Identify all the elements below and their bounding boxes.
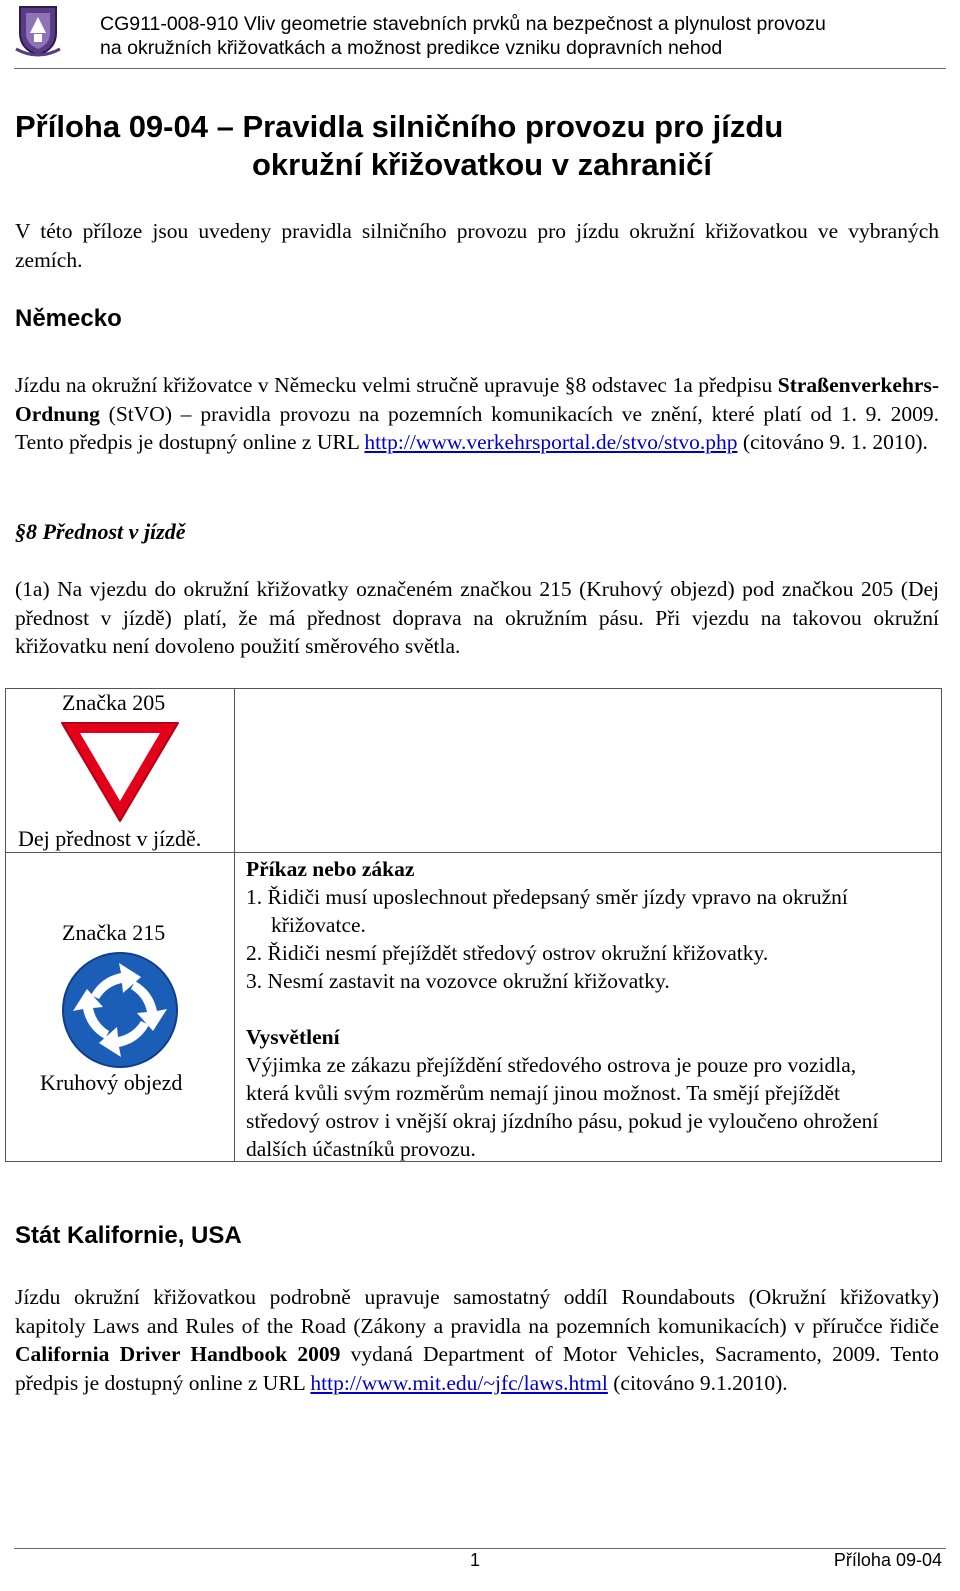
header-title-line2: na okružních křižovatkách a možnost predikce vzniku dopravních nehod [100, 37, 723, 59]
roundabout-sign-icon [61, 951, 179, 1069]
rule-item: 2. Řidiči nesmí přejíždět středový ostrov okružní křižovatky. [246, 941, 769, 965]
rule-item: 3. Nesmí zastavit na vozovce okružní křižovatky. [246, 969, 670, 993]
signs-table [5, 688, 942, 1162]
section-1a-paragraph: (1a) Na vjezdu do okružní křižovatky označeném značkou 215 (Kruhový objezd) pod značkou 205 (Dej přednost v jízdě) platí, že má přednost doprava na okružním pásu. Při vjezdu na takovou okružní křižovatku není dovoleno použití směrového světla. [15, 577, 939, 658]
page-title-line2: okružní křižovatkou v zahraničí [252, 147, 712, 182]
germany-text-b: (StVO) – pravidla provozu na pozemních komunikacích ve znění, které platí od 1. 9. 2009. Tento předpis je dostupný online z URL [15, 401, 939, 454]
california-text-b: vydaná Department of Motor Vehicles, Sacramento, 2009. Tento předpis je dostupný online z URL [15, 1342, 940, 1395]
stvo-title: Straßenverkehrs-Ordnung [15, 373, 939, 426]
rules-cell [246, 855, 936, 1163]
explain-heading: Vysvětlení [246, 1025, 340, 1049]
footer-label: Příloha 09-04 [833, 1550, 942, 1570]
header-divider [14, 68, 946, 69]
sign205-title: Značka 205 [62, 690, 166, 715]
california-text-a: Jízdu okružní křižovatkou podrobně upravuje samostatný oddíl Roundabouts (Okružní křižovatky) kapitoly Laws and Rules of the Road (Zákony a pravidla na pozemních komunikacích) v příručce řidiče [15, 1285, 939, 1338]
page-header [0, 0, 960, 70]
header-title [100, 12, 826, 60]
page-title [15, 108, 945, 184]
california-paragraph [15, 1283, 939, 1397]
germany-text-a: Jízdu na okružní křižovatce v Německu velmi stručně upravuje §8 odstavec 1a předpisu [15, 373, 778, 397]
mit-laws-link[interactable]: http://www.mit.edu/~jfc/laws.html [310, 1370, 608, 1395]
section-heading-california: Stát Kalifornie, USA [15, 1222, 242, 1249]
page-number: 1 [470, 1550, 481, 1570]
table-row-divider-right [234, 852, 941, 853]
section-heading-germany: Německo [15, 305, 122, 332]
germany-paragraph [15, 371, 939, 457]
order-heading: Příkaz nebo zákaz [246, 857, 415, 881]
sign205-caption: Dej přednost v jízdě. [18, 826, 202, 851]
germany-text-c: (citováno 9. 1. 2010). [737, 430, 928, 454]
section-8-title: §8 Přednost v jízdě [15, 519, 186, 544]
explain-text: Výjimka ze zákazu přejíždění středového ostrova je pouze pro vozidla, která kvůli svým rozměrům nemají jinou možnost. Ta smějí přejíždět středový ostrov i vnější okraj jízdního pásu, pokud je vyloučeno ohrožení dalších účastníků provozu. [246, 1053, 879, 1161]
sign215-caption: Kruhový objezd [40, 1070, 183, 1095]
verkehrsportal-link[interactable]: http://www.verkehrsportal.de/stvo/stvo.php [364, 430, 738, 454]
table-column-divider [234, 689, 235, 1161]
california-text-c: (citováno 9.1.2010). [607, 1370, 788, 1395]
crest-logo-icon [14, 3, 62, 57]
footer-divider [14, 1548, 946, 1549]
handbook-title: California Driver Handbook 2009 [15, 1342, 341, 1366]
sign215-title: Značka 215 [62, 920, 166, 945]
yield-sign-icon [58, 719, 182, 825]
rule-item: 1. Řidiči musí uposlechnout předepsaný směr jízdy vpravo na okružní křižovatce. [246, 885, 848, 937]
page-title-line1: Příloha 09-04 – Pravidla silničního provozu pro jízdu [15, 109, 784, 144]
rules-list [246, 883, 936, 995]
header-title-line1: CG911-008-910 Vliv geometrie stavebních prvků na bezpečnost a plynulost provozu [100, 13, 826, 35]
intro-paragraph: V této příloze jsou uvedeny pravidla silničního provozu pro jízdu okružní křižovatkou ve vybraných zemích. [15, 219, 939, 272]
